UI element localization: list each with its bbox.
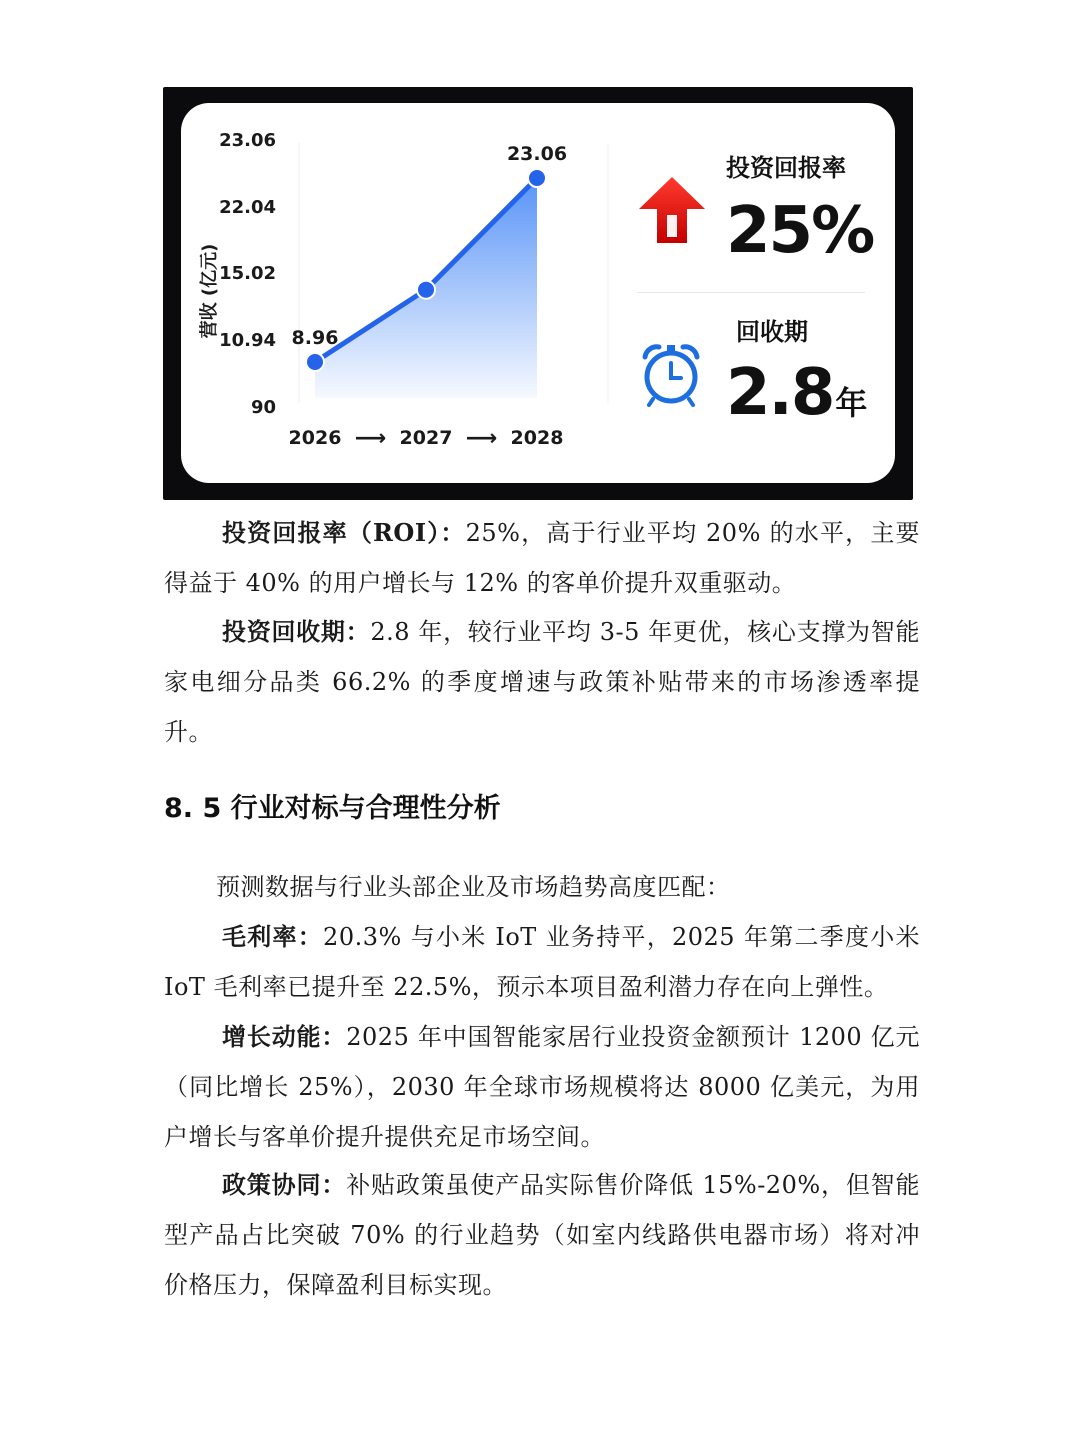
data-label: 23.06: [506, 143, 568, 165]
y-tick-label: 23.06: [219, 130, 276, 151]
roi-paragraph-lead: 投资回报率（ROI）：: [222, 518, 466, 547]
policy-text: 补贴政策虽使产品实际售价降低 15%-20%，但智能型产品占比突破 70% 的行业趋势（如室内线路供电器市场）将对冲价格压力，保障盈利目标实现。: [164, 1171, 920, 1299]
gross-margin-text: 20.3% 与小米 IoT 业务持平，2025 年第二季度小米 IoT 毛利率已提升至 22.5%，预示本项目盈利潜力存在向上弹性。: [164, 923, 920, 1001]
revenue-chart: [181, 103, 621, 483]
y-tick-label: 10.94: [219, 330, 276, 351]
y-tick-label: 90: [250, 397, 276, 418]
payback-paragraph: [164, 607, 920, 757]
data-point-2026: [306, 353, 324, 371]
red-up-arrow-icon: [637, 175, 707, 251]
kpi-divider: [637, 292, 865, 293]
policy-lead: 政策协同：: [222, 1170, 347, 1199]
policy-paragraph: [164, 1160, 920, 1310]
growth-text: 2025 年中国智能家居行业投资金额预计 1200 亿元（同比增长 25%），2030 年全球市场规模将达 8000 亿美元，为用户增长与客单价提升提供充足市场空间。: [164, 1023, 920, 1151]
x-tick-label: 2026: [288, 427, 342, 449]
section-intro: 预测数据与行业头部企业及市场趋势高度匹配：: [216, 873, 731, 901]
gross-margin-lead: 毛利率：: [222, 922, 324, 951]
payback-number: 2.8: [726, 356, 834, 430]
payback-paragraph-lead: 投资回收期：: [222, 617, 371, 646]
data-point-2027: [417, 281, 435, 299]
roi-paragraph: [164, 508, 920, 608]
roi-paragraph-text: 25%，高于行业平均 20% 的水平，主要得益于 40% 的用户增长与 12% 的客单价提升双重驱动。: [164, 519, 921, 597]
gross-margin-paragraph: [164, 912, 920, 1012]
infographic-card: [181, 103, 895, 483]
growth-lead: 增长动能：: [222, 1022, 347, 1051]
data-point-2028: [528, 169, 546, 187]
y-tick-label: 22.04: [219, 197, 276, 218]
payback-value: [726, 356, 868, 430]
payback-unit: 年: [835, 384, 868, 422]
x-tick-label: 2028: [510, 427, 564, 449]
data-label: 8.96: [291, 326, 339, 349]
infographic-frame: [163, 87, 913, 500]
alarm-clock-icon: [639, 341, 703, 411]
y-tick-label: 15.02: [219, 263, 276, 284]
payback-label: 回收期: [736, 318, 808, 346]
x-axis-arrow: ⟶: [465, 426, 498, 451]
section-title: 8. 5 行业对标与合理性分析: [164, 793, 501, 824]
roi-label: 投资回报率: [726, 154, 846, 182]
growth-paragraph: [164, 1012, 920, 1162]
roi-value: 25%: [726, 194, 874, 268]
payback-paragraph-text: 2.8 年，较行业平均 3-5 年更优，核心支撑为智能家电细分品类 66.2% 的季度增速与政策补贴带来的市场渗透率提升。: [164, 618, 921, 746]
y-axis-label: 营收 (亿元): [199, 243, 220, 339]
x-tick-label: 2027: [399, 427, 453, 449]
x-axis-arrow: ⟶: [354, 426, 387, 451]
